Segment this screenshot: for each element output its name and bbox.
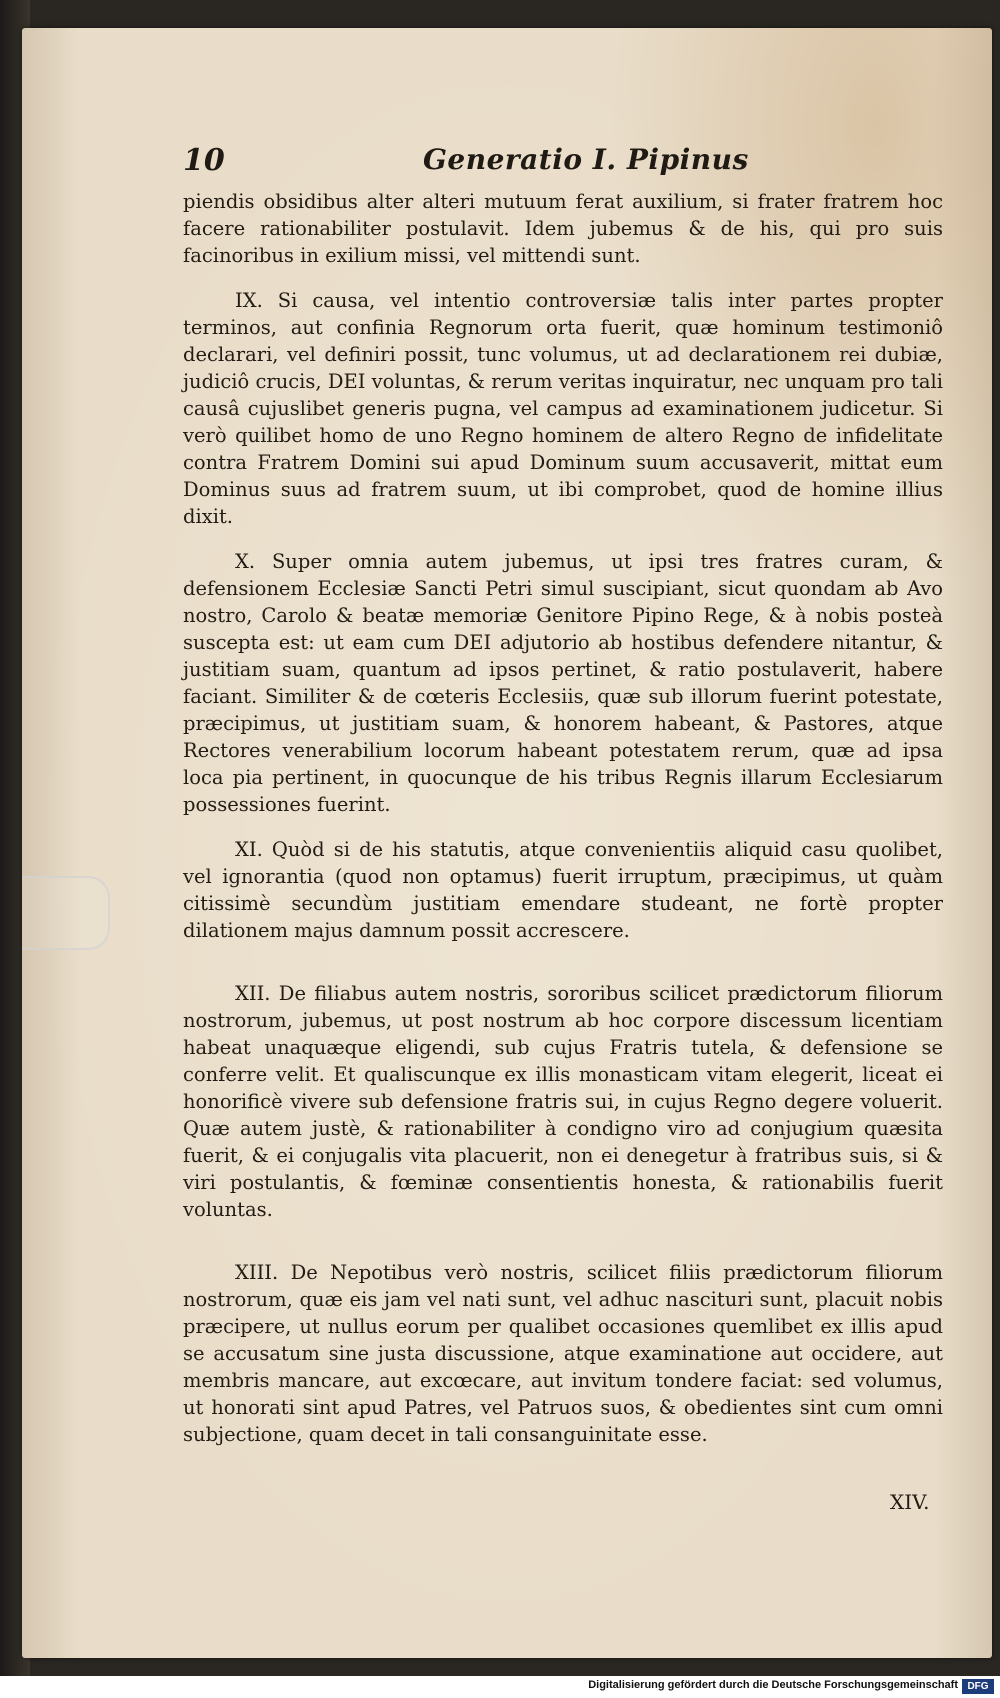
running-title: Generatio I. Pipinus — [423, 143, 749, 176]
paragraph-xi: XI. Quòd si de his statutis, atque convenientiis aliquid casu quolibet, vel ignorantia (quod non optamus) fuerit irruptum, præcipimus, ut quàm citissimè secundùm justitiam emendare studeant, ne fortè propter dilationem majus damnum possit accrescere. — [183, 838, 943, 942]
paragraph-x: X. Super omnia autem jubemus, ut ipsi tres fratres curam, & defensionem Ecclesiæ Sancti Petri simul suscipiant, sicut quondam ab Avo nostro, Carolo & beatæ memoriæ Genitore Pipino Rege, & à nobis posteà suscepta est: ut eam cum DEI adjutorio ab hostibus defendere nitantur, & justitiam suam, quantum ad ipsos pertinet, & ratio postulaverit, habere faciant. Similiter & de cœteris Ecclesiis, quæ sub illorum fuerint potestate, præcipimus, ut justitiam suam, & honorem habeant, & Pastores, atque Rectores venerabilium locorum habeant potestatem rerum, quæ ad ipsa loca pia pertinent, in quocunque de his tribus Regnis illarum Ecclesiarum possessiones fuerint. — [183, 550, 943, 816]
page-body — [183, 188, 943, 1448]
paragraph-ix: IX. Si causa, vel intentio controversiæ talis inter partes propter terminos, aut confinia Regnorum orta fuerit, quæ hominum testimoniô declarari, vel definiri possit, tunc volumus, ut ad declarationem rei dubiæ, judiciô crucis, DEI voluntas, & rerum veritas inquiratur, nec unquam pro tali causâ cujuslibet generis pugna, vel campus ad examinationem judicetur. Si verò quilibet homo de uno Regno hominem de altero Regno de infidelitate contra Fratrem Domini sui apud Dominum suum accusaverit, mittat eum Dominus suus ad fratrem suum, ut ibi comprobet, quod de homine illius dixit. — [183, 289, 943, 528]
page-number: 10 — [183, 143, 225, 178]
catchword: XIV. — [890, 1490, 930, 1514]
dfg-logo-icon: DFG — [962, 1679, 994, 1694]
page-header — [183, 143, 963, 183]
digitization-credit: Digitalisierung gefördert durch die Deutsche Forschungsgemeinschaft — [588, 1679, 958, 1691]
page-clip-icon — [22, 876, 110, 950]
paragraph-continuation: piendis obsidibus alter alteri mutuum ferat auxilium, si frater fratrem hoc facere rationabiliter postulavit. Idem jubemus & de his, qui pro suis facinoribus in exilium missi, vel mittendi sunt. — [183, 190, 943, 267]
paragraph-xiii: XIII. De Nepotibus verò nostris, scilicet filiis prædictorum filiorum nostrorum, quæ eis jam vel nati sunt, vel adhuc nasciturі sunt, placuit nobis præcipere, ut nullus eorum per qualibet occasiones quemlibet ex illis apud se accusatum sine justa discussione, atque examinatione aut occidere, aut membris mancare, aut excœcare, aut invitum tondere faciat: sed volumus, ut honorati sint apud Patres, vel Patruos suos, & obedientes sint cum omni subjectione, quam decet in tali consanguinitate esse. — [183, 1261, 943, 1446]
paragraph-xii: XII. De filiabus autem nostris, sororibus scilicet prædictorum filiorum nostrorum, jubemus, ut post nostrum ab hoc corpore discessum licentiam habeat unaquæque eligendi, sub cujus Fratris tutela, & defensione se conferre velit. Et qualiscunque ex illis monasticam vitam elegerit, liceat ei honorificè vivere sub defensione fratris sui, in cujus Regno degere voluerit. Quæ autem justè, & rationabiliter à condigno viro ad conjugium quæsita fuerit, & ei conjugalis vita placuerit, non ei denegetur à fratribus suis, si & viri postulantis, & fœminæ consentientis honesta, & rationabilis fuerit voluntas. — [183, 982, 943, 1221]
